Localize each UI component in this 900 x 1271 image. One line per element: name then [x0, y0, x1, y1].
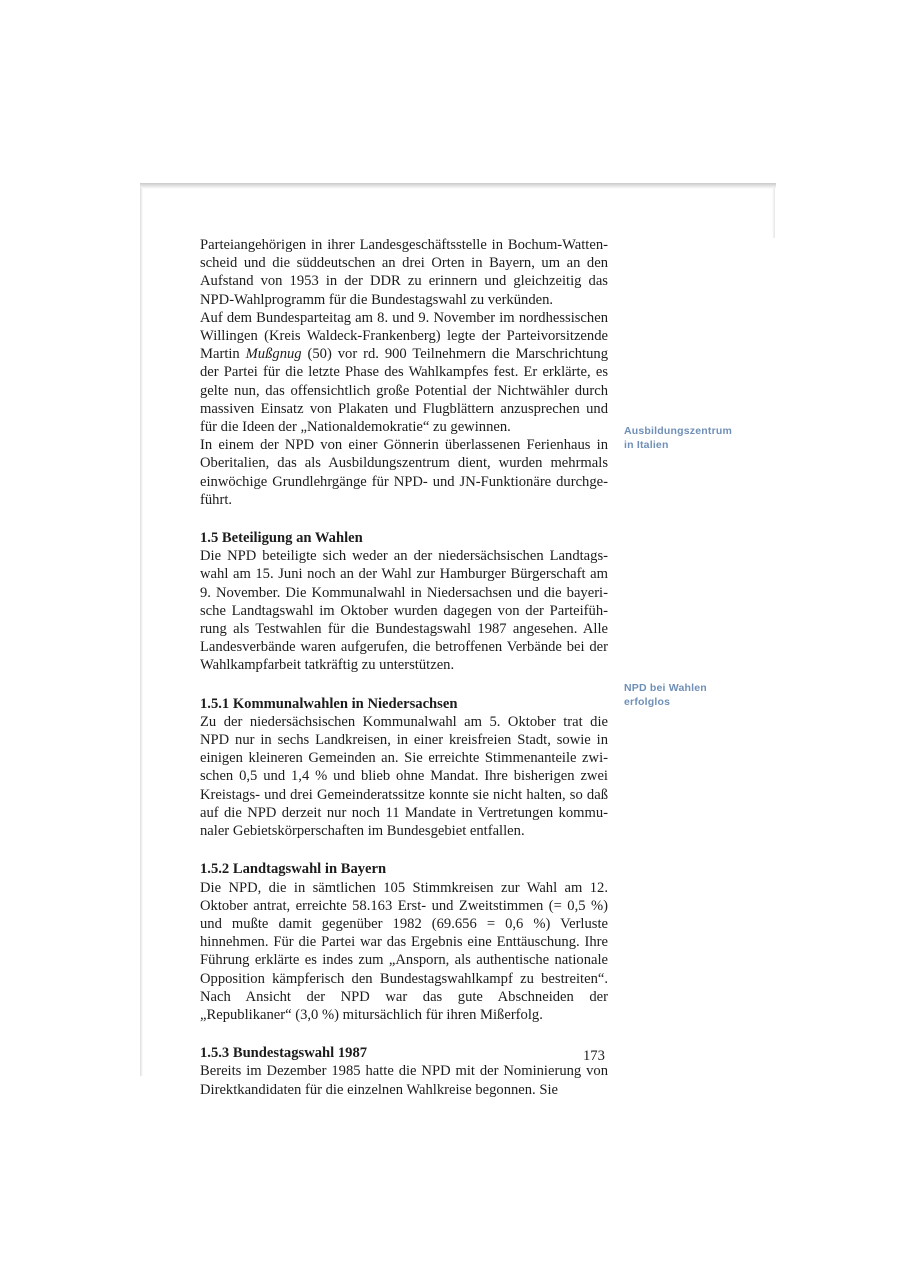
section-heading-kommunalwahlen: 1.5.1 Kommunalwahlen in Niedersachsen: [200, 695, 458, 712]
margin-note-line: in Italien: [624, 439, 669, 451]
margin-note-line: erfolglos: [624, 696, 671, 708]
page-edge-shadow-right: [772, 188, 775, 238]
parteitag-text-start: Auf dem Bundesparteitag am 8. und 9. November im nordhessischen Willingen (Kreis Waldeck-Frankenberg) legte der Parteivorsitzende Martin: [200, 309, 608, 363]
paragraph-ferienhaus: In einem der NPD von einer Gönnerin überlassenen Ferienhaus in Oberitalien, das als Ausbildungszentrum dient, wurden mehrmals einwöchige Grundlehrgänge für NPD- und JN-Funktionäre durchgeführt.: [200, 437, 608, 508]
margin-note-ausbildungszentrum: [624, 424, 764, 452]
margin-note-line: Ausbildungszentrum: [624, 425, 733, 437]
page-edge-shadow: [140, 183, 776, 189]
paragraph-landesgeschaeftsstelle: Parteiangehörigen in ihrer Landesgeschäftsstelle in Bochum-Wattenscheid und die süddeutschen an drei Orten in Bayern, um an den Aufstand von 1953 in der DDR zu erinnern und gleichzeitig das NPD-Wahlprogramm für die Bundestagswahl zu verkünden.: [200, 237, 608, 308]
page-edge-shadow-left: [140, 188, 143, 1076]
section-heading-landtagswahl-bayern: 1.5.2 Landtagswahl in Bayern: [200, 861, 387, 878]
section-text-beteiligung: Die NPD beteiligte sich weder an der niedersächsischen Landtagswahl am 15. Juni noch an der Wahl zur Hamburger Bürgerschaft am 9. November. Die Kommunalwahl in Niedersachsen und die bayerische Landtagswahl im Oktober wurden dagegen von der Parteiführung als Testwahlen für die Bundestagswahl 1987 angesehen. Alle Landesverbände waren aufgerufen, die betroffenen Verbände bei der Wahlkampfarbeit tatkräftig zu unterstützen.: [200, 548, 608, 674]
section-text-bundestagswahl: Bereits im Dezember 1985 hatte die NPD mit der Nominierung von Direktkandidaten für die einzelnen Wahlkreise begonnen. Sie: [200, 1063, 608, 1098]
section-text-landtagswahl-bayern: Die NPD, die in sämtlichen 105 Stimmkreisen zur Wahl am 12. Oktober antrat, erreichte 58.163 Erst- und Zweitstimmen (= 0,5 %) und mußte damit gegenüber 1982 (69.656 = 0,6 %) Verluste hinnehmen. Für die Partei war das Ergebnis eine Enttäuschung. Ihre Führung erklärte es indes zum „Ansporn, als authentische nationale Opposition kämpferisch den Bundestagswahlkampf zu bestreiten“. Nach Ansicht der NPD war das gute Abschneiden der „Republikaner“ (3,0 %) mitursächlich für ihren Mißerfolg.: [200, 879, 608, 1023]
main-text-column: [200, 236, 608, 1099]
page-number: 173: [583, 1048, 605, 1064]
margin-note-line: NPD bei Wahlen: [624, 682, 707, 694]
margin-note-wahlen: [624, 681, 764, 709]
parteitag-text-end: (50) vor rd. 900 Teilnehmern die Marschrichtung der Partei für die letzte Phase des Wahlkampfes fest. Er erklärte, es gelte nun, das offensichtlich große Potential der Nichtwähler durch massiven Einsatz von Plakaten und Flugblättern anzusprechen und für die Ideen der „Nationaldemokratie“ zu gewinnen.: [200, 346, 608, 436]
person-name: Mußgnug: [245, 346, 302, 363]
section-text-kommunalwahlen: Zu der niedersächsischen Kommunalwahl am 5. Oktober trat die NPD nur in sechs Landkreisen, in einer kreisfreien Stadt, sowie in einigen kleineren Gemeinden an. Sie erreichte Stimmenanteile zwischen 0,5 und 1,4 % und blieb ohne Mandat. Ihre bisherigen zwei Kreistags- und drei Gemeinderatssitze konnte sie nicht halten, so daß auf die NPD derzeit nur noch 11 Mandate in Vertretungen kommunaler Gebietskörperschaften im Bundesgebiet entfallen.: [200, 713, 608, 840]
section-heading-beteiligung: 1.5 Beteiligung an Wahlen: [200, 530, 363, 547]
paragraph-bundesparteitag: [200, 309, 608, 436]
section-heading-bundestagswahl: 1.5.3 Bundestagswahl 1987: [200, 1045, 368, 1062]
